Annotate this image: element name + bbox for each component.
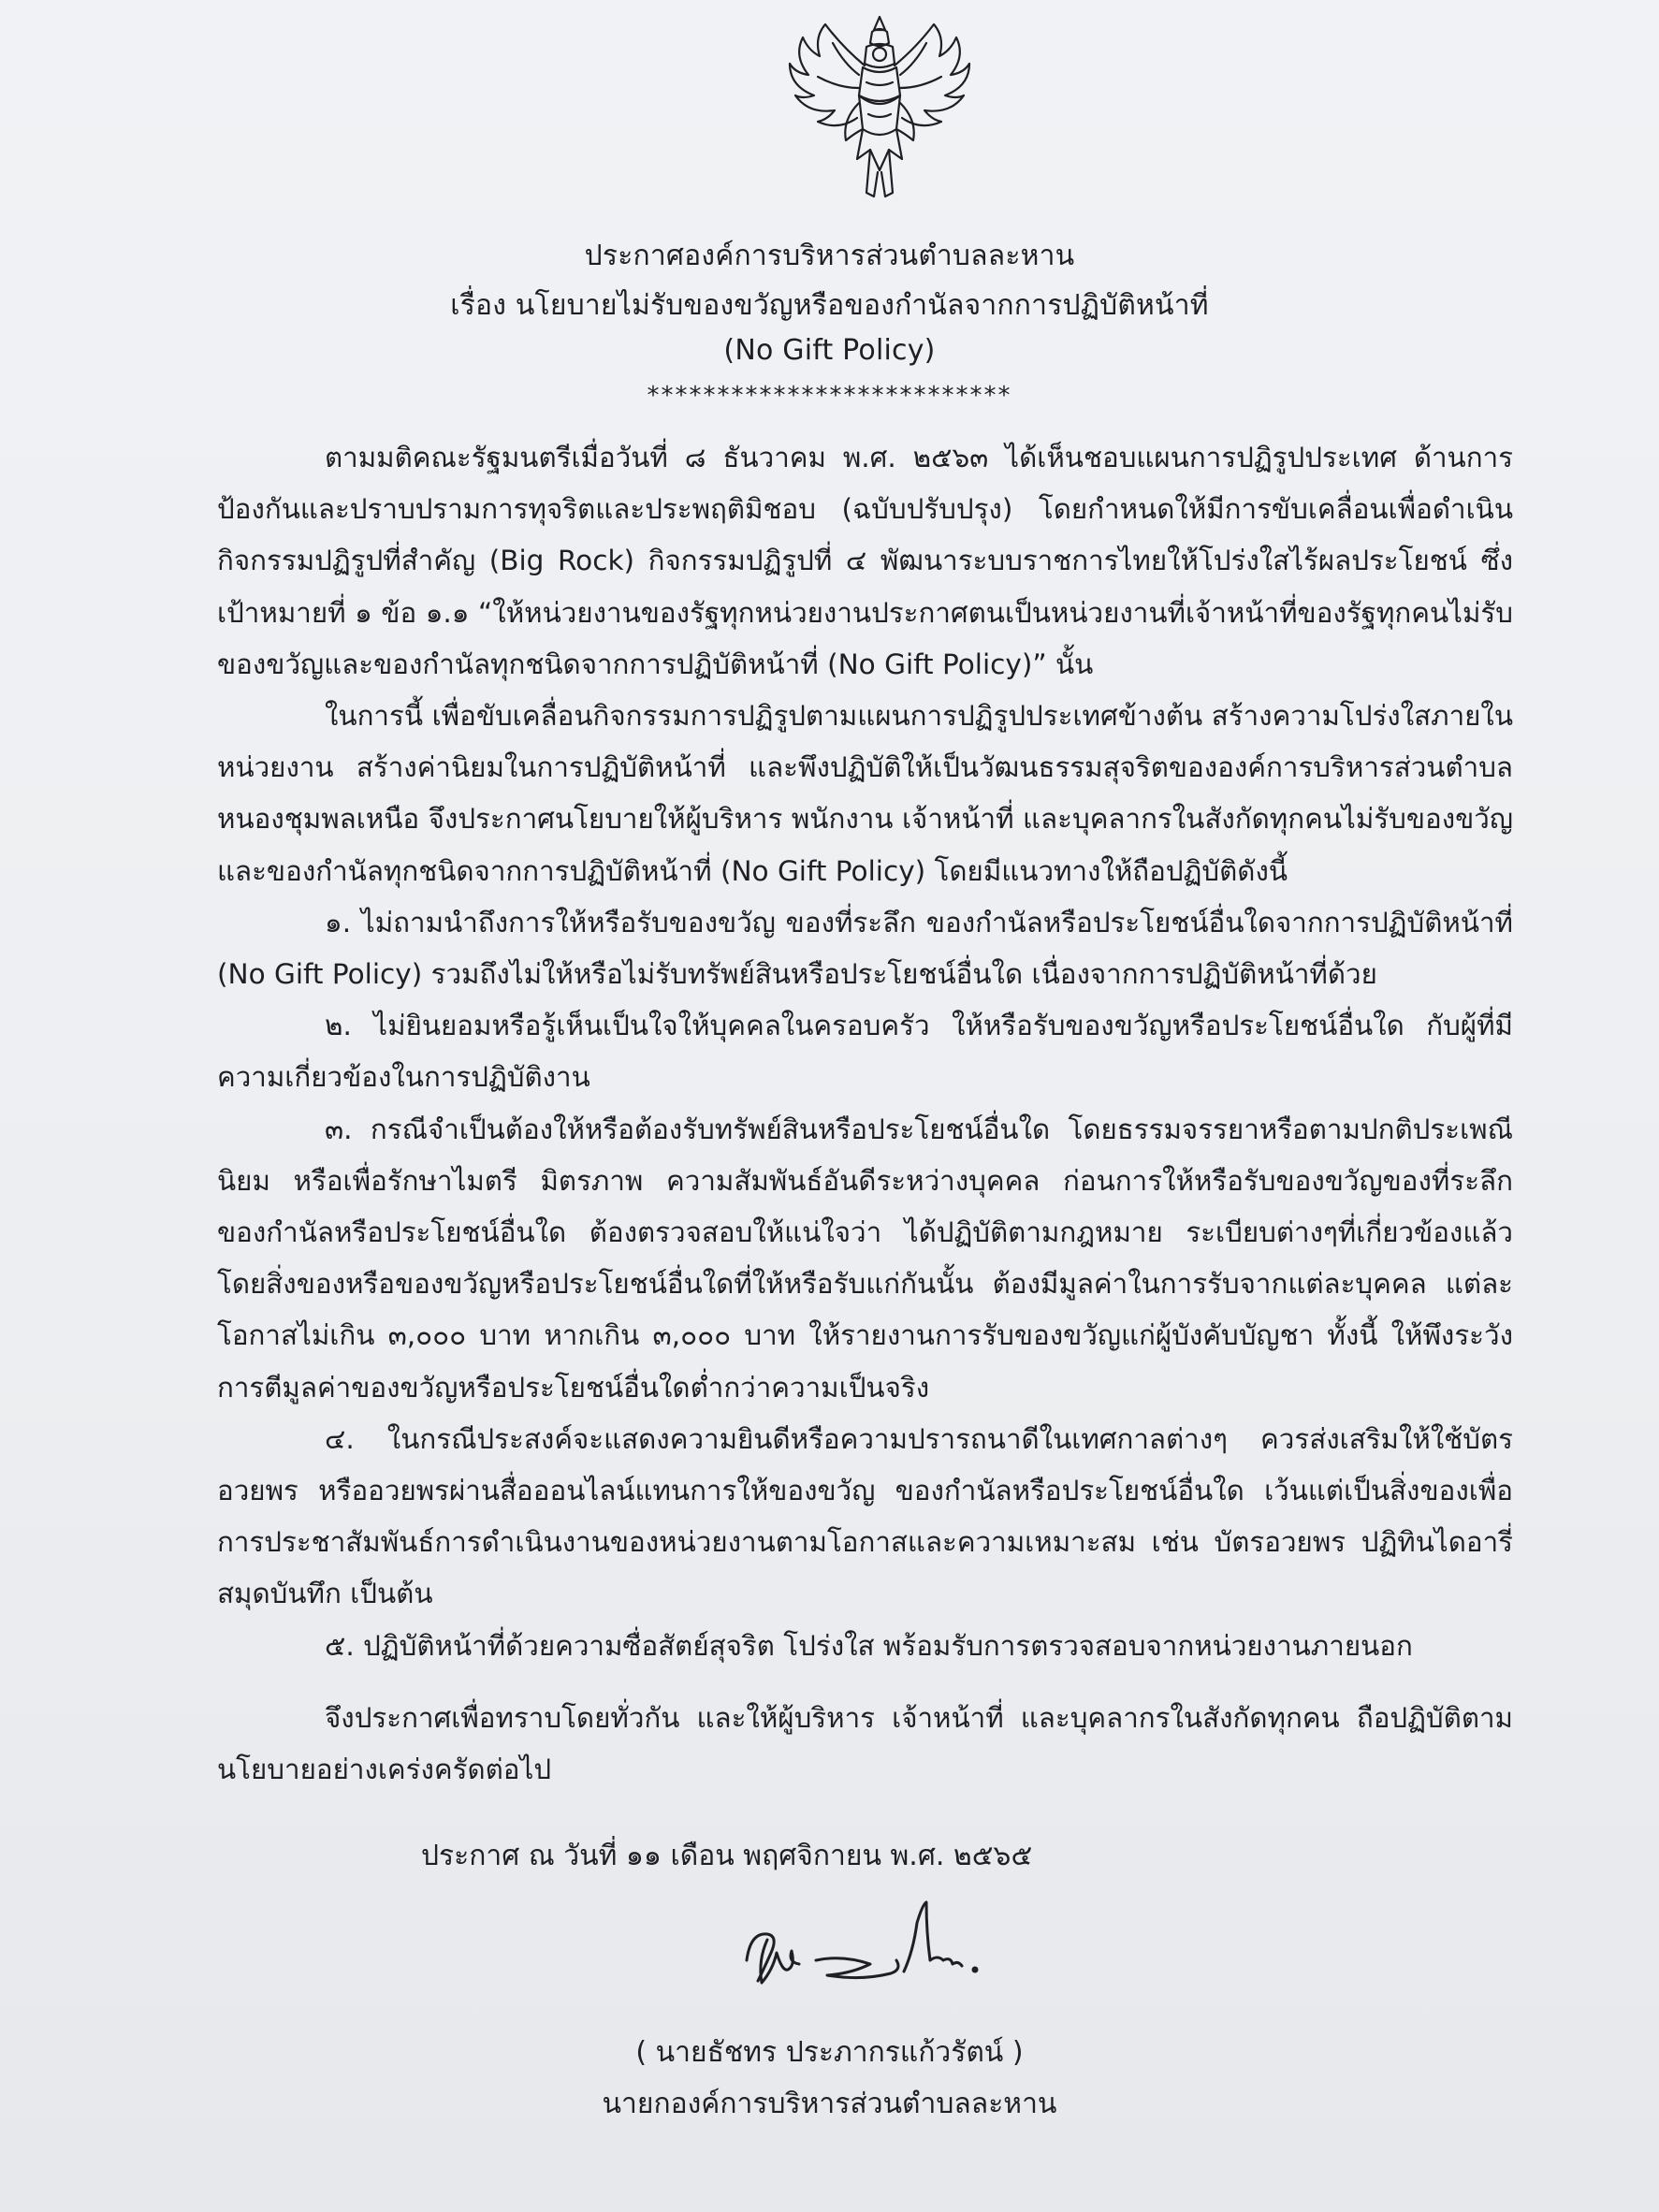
announcement-heading: ประกาศองค์การบริหารส่วนตำบลละหาน xyxy=(584,240,1075,272)
separator: ************************** xyxy=(647,382,1012,410)
guideline-item-1: ๑. ไม่ถามนำถึงการให้หรือรับของขวัญ ของที่ระลึก ของกำนัลหรือประโยชน์อื่นใดจากการปฏิบัติหน้าที่ (No Gift Policy) รวมถึงไม่ให้หรือไม่รับทรัพย์สินหรือประโยชน์อื่นใด เนื่องจากการปฏิบัติหน้าที่ด้วย xyxy=(217,906,1513,991)
signature-icon xyxy=(730,1895,1001,2007)
guideline-item-3: ๓. กรณีจำเป็นต้องให้หรือต้องรับทรัพย์สินหรือประโยชน์อื่นใด โดยธรรมจรรยาหรือตามปกติประเพณีนิยม หรือเพื่อรักษาไมตรี มิตรภาพ ความสัมพันธ์อันดีระหว่างบุคคล ก่อนการให้หรือรับของขวัญของที่ระลึก ของกำนัลหรือประโยชน์อื่นใด ต้องตรวจสอบให้แน่ใจว่า ได้ปฏิบัติตามกฎหมาย ระเบียบต่างๆที่เกี่ยวข้องแล้ว โดยสิ่งของหรือของขวัญหรือประโยชน์อื่นใดที่ให้หรือรับแก่กันนั้น ต้องมีมูลค่าในการรับจากแต่ละบุคคล แต่ละโอกาสไม่เกิน ๓,๐๐๐ บาท หากเกิน ๓,๐๐๐ บาท ให้รายงานการรับของขวัญแก่ผู้บังคับบัญชา ทั้งนี้ ให้พึงระวังการตีมูลค่าของขวัญหรือประโยชน์อื่นใดต่ำกว่าความเป็นจริง xyxy=(217,1113,1513,1404)
paragraph-preamble: ตามมติคณะรัฐมนตรีเมื่อวันที่ ๘ ธันวาคม พ.ศ. ๒๕๖๓ ได้เห็นชอบแผนการปฏิรูปประเทศ ด้านการป้องกันและปราบปรามการทุจริตและประพฤติมิชอบ (ฉบับปรับปรุง) โดยกำหนดให้มีการขับเคลื่อนเพื่อดำเนินกิจกรรมปฏิรูปที่สำคัญ (Big Rock) กิจกรรมปฏิรูปที่ ๔ พัฒนาระบบราชการไทยให้โปร่งใสไร้ผลประโยชน์ ซึ่งเป้าหมายที่ ๑ ข้อ ๑.๑ “ให้หน่วยงานของรัฐทุกหน่วยงานประกาศตนเป็นหน่วยงานที่เจ้าหน้าที่ของรัฐทุกคนไม่รับของขวัญและของกำนัลทุกชนิดจากการปฏิบัติหน้าที่ (No Gift Policy)” นั้น xyxy=(217,442,1513,680)
signer-name: ( นายธัชทร ประภากรแก้วรัตน์ ) xyxy=(635,2036,1024,2069)
signer-title: นายกองค์การบริหารส่วนตำบลละหาน xyxy=(602,2088,1057,2120)
guideline-item-4: ๔. ในกรณีประสงค์จะแสดงความยินดีหรือความปรารถนาดีในเทศกาลต่างๆ ควรส่งเสริมให้ใช้บัตรอวยพร หรืออวยพรผ่านสื่อออนไลน์แทนการให้ของขวัญ ของกำนัลหรือประโยชน์อื่นใด เว้นแต่เป็นสิ่งของเพื่อการประชาสัมพันธ์การดำเนินงานของหน่วยงานตามโอกาสและความเหมาะสม เช่น บัตรอวยพร ปฏิทินไดอารี่ สมุดบันทึก เป็นต้น xyxy=(217,1422,1513,1610)
guideline-item-2: ๒. ไม่ยินยอมหรือรู้เห็นเป็นใจให้บุคคลในครอบครัว ให้หรือรับของขวัญหรือประโยชน์อื่นใด กับผู้ที่มีความเกี่ยวข้องในการปฏิบัติงาน xyxy=(217,1010,1513,1094)
garuda-emblem-icon xyxy=(777,9,982,211)
announcement-date: ประกาศ ณ วันที่ ๑๑ เดือน พฤศจิกายน พ.ศ. ๒๕๖๕ xyxy=(421,1840,1033,1872)
guideline-item-5: ๕. ปฏิบัติหน้าที่ด้วยความซื่อสัตย์สุจริต โปร่งใส พร้อมรับการตรวจสอบจากหน่วยงานภายนอก xyxy=(325,1629,1413,1662)
english-title: (No Gift Policy) xyxy=(723,334,936,367)
closing-paragraph: จึงประกาศเพื่อทราบโดยทั่วกัน และให้ผู้บริหาร เจ้าหน้าที่ และบุคลากรในสังกัดทุกคน ถือปฏิบัติตามนโยบายอย่างเคร่งครัดต่อไป xyxy=(217,1701,1513,1786)
announcement-body xyxy=(217,432,1513,1796)
subject-heading: เรื่อง นโยบายไม่รับของขวัญหรือของกำนัลจากการปฏิบัติหน้าที่ xyxy=(450,289,1209,322)
paragraph-purpose: ในการนี้ เพื่อขับเคลื่อนกิจกรรมการปฏิรูปตามแผนการปฏิรูปประเทศข้างต้น สร้างความโปร่งใสภายในหน่วยงาน สร้างค่านิยมในการปฏิบัติหน้าที่ และพึงปฏิบัติให้เป็นวัฒนธรรมสุจริตขององค์การบริหารส่วนตำบลหนองชุมพลเหนือ จึงประกาศนโยบายให้ผู้บริหาร พนักงาน เจ้าหน้าที่ และบุคลากรในสังกัดทุกคนไม่รับของขวัญและของกำนัลทุกชนิดจากการปฏิบัติหน้าที่ (No Gift Policy) โดยมีแนวทางให้ถือปฏิบัติดังนี้ xyxy=(217,700,1513,887)
